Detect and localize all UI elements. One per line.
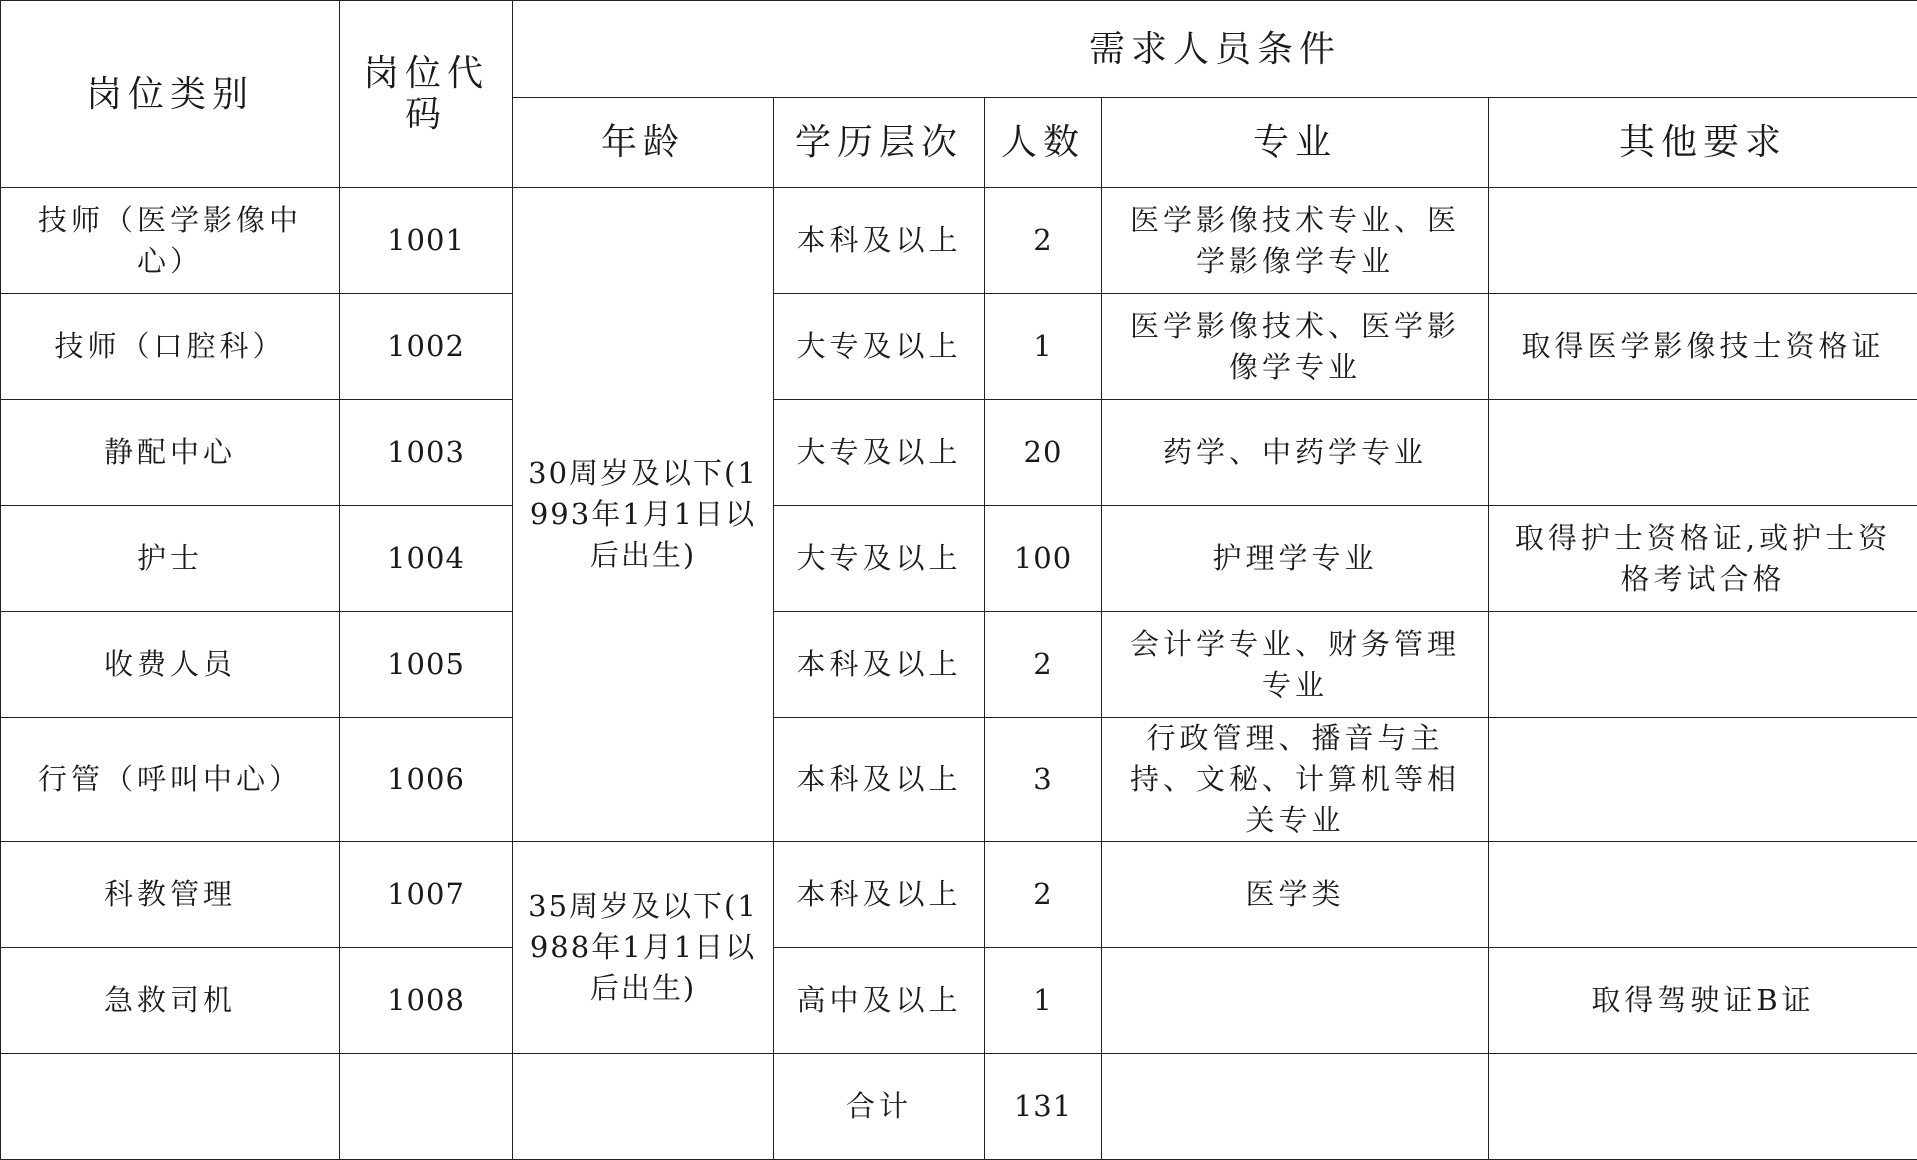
cell-major: 医学类 — [1102, 842, 1489, 948]
cell-education: 高中及以上 — [774, 948, 985, 1054]
cell-major: 护理学专业 — [1102, 506, 1489, 612]
cell-education: 大专及以上 — [774, 400, 985, 506]
header-education: 学历层次 — [774, 98, 985, 188]
table-row — [1, 506, 1917, 612]
table-row — [1, 612, 1917, 718]
cell-code: 1002 — [340, 294, 513, 400]
cell-age-group: 35周岁及以下(1988年1月1日以后出生) — [513, 842, 774, 1054]
cell-major: 会计学专业、财务管理专业 — [1102, 612, 1489, 718]
header-conditions: 需求人员条件 — [513, 1, 1917, 98]
total-count: 131 — [985, 1054, 1102, 1160]
header-other: 其他要求 — [1489, 98, 1917, 188]
table-row — [1, 188, 1917, 294]
header-row-top — [1, 1, 1917, 98]
cell-other: 取得医学影像技士资格证 — [1489, 294, 1917, 400]
cell-age-group: 30周岁及以下(1993年1月1日以后出生) — [513, 188, 774, 842]
cell-other — [1489, 400, 1917, 506]
cell-category: 护士 — [1, 506, 340, 612]
header-major: 专业 — [1102, 98, 1489, 188]
cell-education: 本科及以上 — [774, 842, 985, 948]
cell-code: 1006 — [340, 718, 513, 842]
cell-count: 2 — [985, 612, 1102, 718]
cell-major: 药学、中药学专业 — [1102, 400, 1489, 506]
header-code: 岗位代码 — [340, 1, 513, 188]
table-row — [1, 718, 1917, 842]
cell-category: 技师（医学影像中心） — [1, 188, 340, 294]
cell-major — [1102, 948, 1489, 1054]
total-row — [1, 1054, 1917, 1160]
cell-empty — [1102, 1054, 1489, 1160]
cell-category: 科教管理 — [1, 842, 340, 948]
cell-category: 急救司机 — [1, 948, 340, 1054]
cell-category: 静配中心 — [1, 400, 340, 506]
cell-empty — [1, 1054, 340, 1160]
cell-empty — [513, 1054, 774, 1160]
table-row — [1, 294, 1917, 400]
cell-other — [1489, 842, 1917, 948]
table-row — [1, 842, 1917, 948]
cell-education: 本科及以上 — [774, 612, 985, 718]
header-count: 人数 — [985, 98, 1102, 188]
cell-count: 20 — [985, 400, 1102, 506]
cell-category: 收费人员 — [1, 612, 340, 718]
cell-major: 行政管理、播音与主持、文秘、计算机等相关专业 — [1102, 718, 1489, 842]
cell-major: 医学影像技术专业、医学影像学专业 — [1102, 188, 1489, 294]
cell-empty — [1489, 1054, 1917, 1160]
cell-code: 1007 — [340, 842, 513, 948]
cell-education: 本科及以上 — [774, 188, 985, 294]
cell-count: 2 — [985, 842, 1102, 948]
cell-count: 1 — [985, 294, 1102, 400]
cell-code: 1001 — [340, 188, 513, 294]
cell-other — [1489, 718, 1917, 842]
cell-code: 1005 — [340, 612, 513, 718]
cell-category: 技师（口腔科） — [1, 294, 340, 400]
cell-count: 100 — [985, 506, 1102, 612]
cell-count: 1 — [985, 948, 1102, 1054]
cell-other: 取得驾驶证B证 — [1489, 948, 1917, 1054]
cell-education: 大专及以上 — [774, 506, 985, 612]
cell-other — [1489, 612, 1917, 718]
cell-empty — [340, 1054, 513, 1160]
cell-category: 行管（呼叫中心） — [1, 718, 340, 842]
cell-code: 1008 — [340, 948, 513, 1054]
table-row — [1, 400, 1917, 506]
table-row — [1, 948, 1917, 1054]
cell-count: 3 — [985, 718, 1102, 842]
cell-other: 取得护士资格证,或护士资格考试合格 — [1489, 506, 1917, 612]
cell-major: 医学影像技术、医学影像学专业 — [1102, 294, 1489, 400]
cell-other — [1489, 188, 1917, 294]
cell-education: 本科及以上 — [774, 718, 985, 842]
cell-code: 1004 — [340, 506, 513, 612]
header-category: 岗位类别 — [1, 1, 340, 188]
cell-code: 1003 — [340, 400, 513, 506]
cell-education: 大专及以上 — [774, 294, 985, 400]
cell-count: 2 — [985, 188, 1102, 294]
total-label: 合计 — [774, 1054, 985, 1160]
header-age: 年龄 — [513, 98, 774, 188]
